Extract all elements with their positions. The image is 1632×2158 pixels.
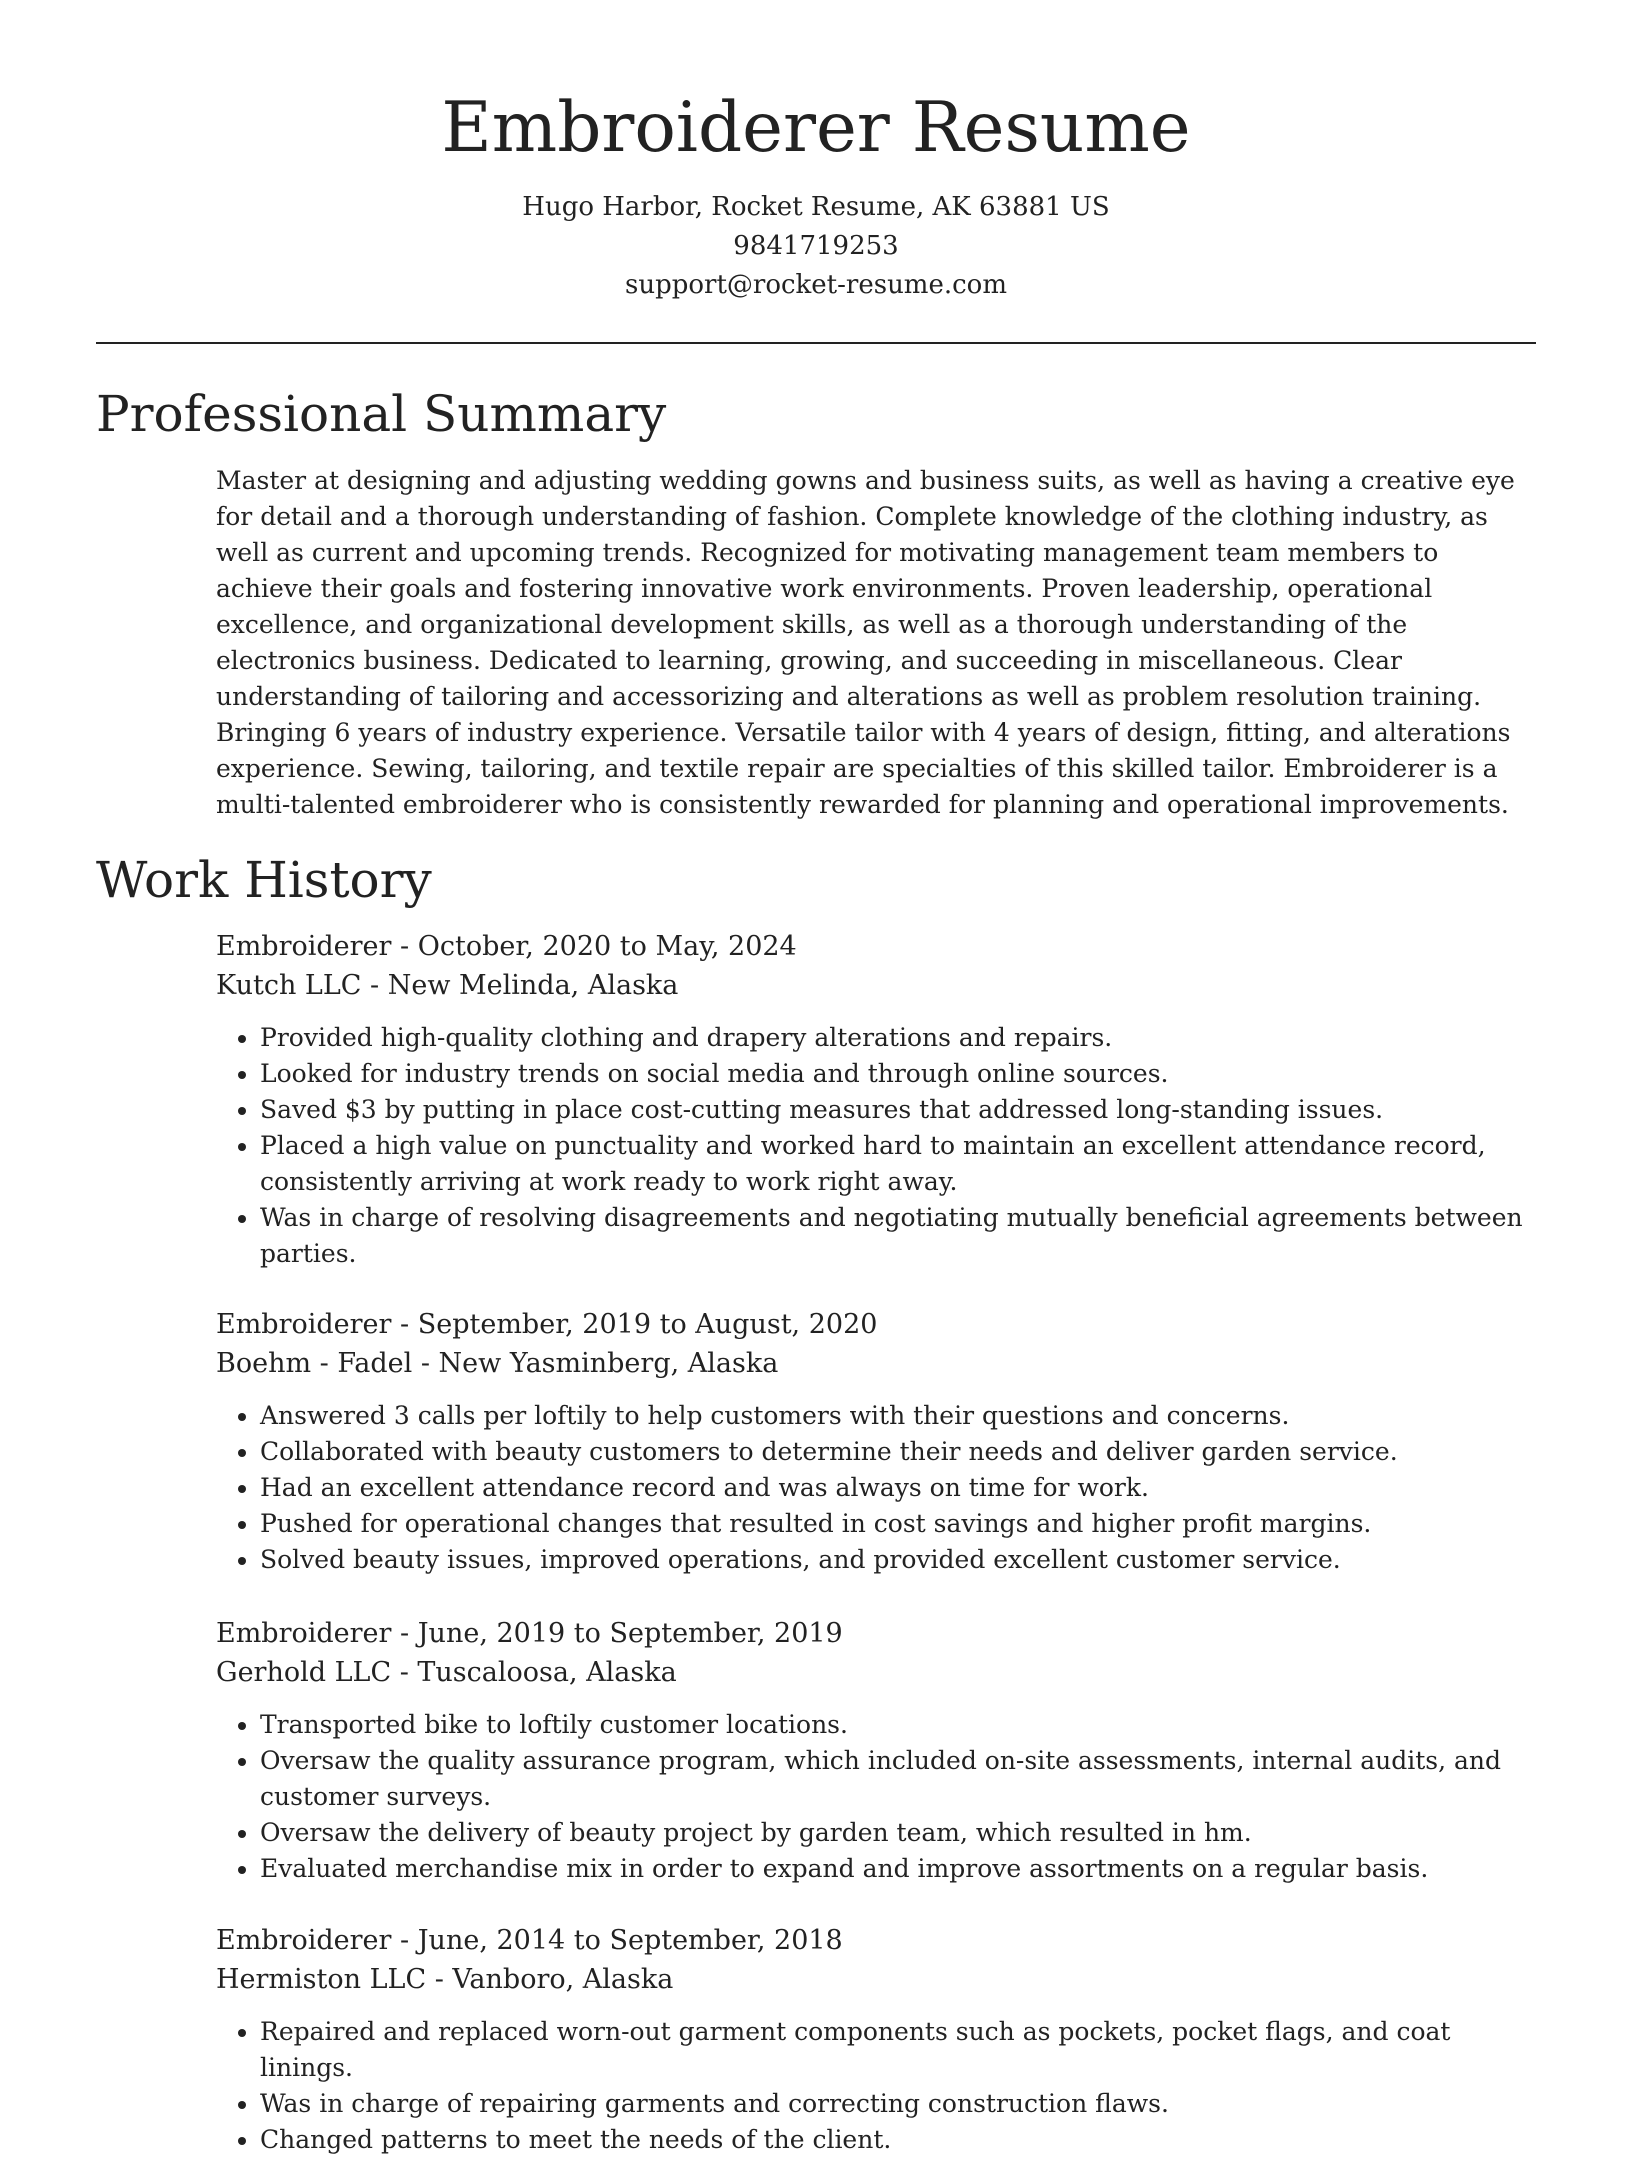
email-text: support@rocket-resume.com xyxy=(624,270,1007,300)
job-bullet: • Had an excellent attendance record and was always on time for work. xyxy=(260,1470,1536,1506)
job-bullet: • Oversaw the delivery of beauty project by garden team, which resulted in hm. xyxy=(260,1815,1536,1851)
job-bullet: • Saved $3 by putting in place cost-cutting measures that addressed long-standing issues. xyxy=(260,1092,1536,1128)
job-entry xyxy=(216,927,1536,1272)
job-bullet: • Oversaw the quality assurance program, which included on-site assessments, internal audits, and customer surveys. xyxy=(260,1743,1536,1815)
job-company-line: Boehm - Fadel - New Yasminberg, Alaska xyxy=(216,1348,779,1379)
job-bullet-list xyxy=(216,1020,1536,1272)
job-bullet: • Solved beauty issues, improved operations, and provided excellent customer service. xyxy=(260,1542,1536,1578)
job-bullet: • Transported bike to loftily customer locations. xyxy=(260,1707,1536,1743)
job-title-line: Embroiderer - October, 2020 to May, 2024 xyxy=(216,931,797,962)
address-text: Hugo Harbor, Rocket Resume, AK 63881 US xyxy=(522,192,1110,222)
job-bullet: • Looked for industry trends on social media and through online sources. xyxy=(260,1056,1536,1092)
job-bullet: • Changed patterns to meet the needs of the client. xyxy=(260,2122,1536,2158)
section-heading-summary: Professional Summary xyxy=(96,385,667,443)
job-title-line: Embroiderer - June, 2014 to September, 2018 xyxy=(216,1925,843,1956)
section-heading-work-history: Work History xyxy=(96,851,432,909)
job-bullet-list xyxy=(216,2014,1536,2158)
resume-header xyxy=(0,78,1632,305)
job-company-line: Gerhold LLC - Tuscaloosa, Alaska xyxy=(216,1657,677,1688)
header-divider xyxy=(96,342,1536,344)
job-bullet: • Collaborated with beauty customers to determine their needs and deliver garden service. xyxy=(260,1434,1536,1470)
page-title: Embroiderer Resume xyxy=(441,88,1191,168)
phone-text: 9841719253 xyxy=(733,231,899,261)
job-bullet-list xyxy=(216,1398,1536,1578)
job-bullet: • Evaluated merchandise mix in order to expand and improve assortments on a regular basis. xyxy=(260,1851,1536,1887)
job-bullet: • Pushed for operational changes that resulted in cost savings and higher profit margins. xyxy=(260,1506,1536,1542)
job-entry xyxy=(216,1614,1536,1887)
summary-paragraph: Master at designing and adjusting wedding gowns and business suits, as well as having a creative eye for detail and a thorough understanding of fashion. Complete knowledge of the clothing industry, as well as current and upcoming trends. Recognized for motivating management team members to achieve their goals and fostering innovative work environments. Proven leadership, operational excellence, and organizational development skills, as well as a thorough understanding of the electronics business. Dedicated to learning, growing, and succeeding in miscellaneous. Clear understanding of tailoring and accessorizing and alterations as well as problem resolution training. Bringing 6 years of industry experience. Versatile tailor with 4 years of design, fitting, and alterations experience. Sewing, tailoring, and textile repair are specialties of this skilled tailor. Embroiderer is a multi-talented embroiderer who is consistently rewarded for planning and operational improvements. xyxy=(216,466,1515,819)
job-title-line: Embroiderer - June, 2019 to September, 2019 xyxy=(216,1618,843,1649)
job-bullet: • Was in charge of repairing garments and correcting construction flaws. xyxy=(260,2086,1536,2122)
job-entry xyxy=(216,1305,1536,1578)
job-bullet: • Provided high-quality clothing and drapery alterations and repairs. xyxy=(260,1020,1536,1056)
job-company-line: Hermiston LLC - Vanboro, Alaska xyxy=(216,1964,674,1995)
job-bullet: • Answered 3 calls per loftily to help customers with their questions and concerns. xyxy=(260,1398,1536,1434)
job-bullet-list xyxy=(216,1707,1536,1887)
job-bullet: • Repaired and replaced worn-out garment components such as pockets, pocket flags, and coat linings. xyxy=(260,2014,1536,2086)
job-title-line: Embroiderer - September, 2019 to August, 2020 xyxy=(216,1309,878,1340)
contact-info xyxy=(0,188,1632,305)
job-entry xyxy=(216,1921,1536,2158)
job-bullet: • Was in charge of resolving disagreements and negotiating mutually beneficial agreements between parties. xyxy=(260,1200,1536,1272)
job-bullet: • Placed a high value on punctuality and worked hard to maintain an excellent attendance record, consistently arriving at work ready to work right away. xyxy=(260,1128,1536,1200)
job-company-line: Kutch LLC - New Melinda, Alaska xyxy=(216,970,679,1001)
